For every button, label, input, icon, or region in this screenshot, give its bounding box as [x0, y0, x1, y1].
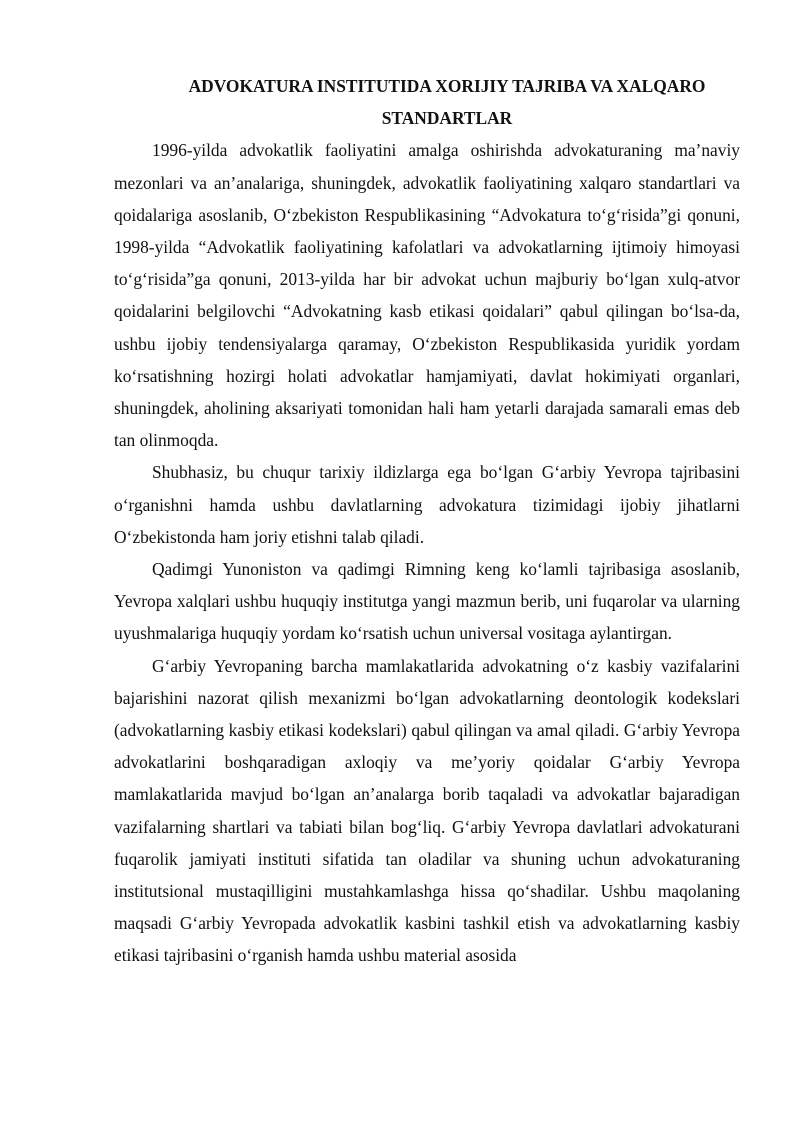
document-title: ADVOKATURA INSTITUTIDA XORIJIY TAJRIBA VA XALQARO STANDARTLAR [188, 76, 706, 129]
paragraph-4: G‘arbiy Yevropaning barcha mamlakatlarida advokatning o‘z kasbiy vazifalarini bajarishini nazorat qilish mexanizmi bo‘lgan advokatlarning deontologik kodekslari (advokatlarning kasbiy etikasi kodekslari) qabul qilingan va amal qiladi. G‘arbiy Yevropa advokatlarini boshqaradigan axloqiy va me’yoriy qoidalar G‘arbiy Yevropa mamlakatlarida mavjud bo‘lgan an’analarga borib taqaladi va advokatlar bajaradigan vazifalarning shartlari va tabiati bilan bog‘liq. G‘arbiy Yevropa davlatlari advokaturani fuqarolik jamiyati instituti sifatida tan oladilar va shuning uchun advokaturaning institutsional mustaqilligini mustahkamlashga hissa qo‘shadilar. Ushbu maqolaning maqsadi G‘arbiy Yevropada advokatlik kasbini tashkil etish va advokatlarning kasbiy etikasi tajribasini o‘rganish hamda ushbu material asosida [114, 655, 740, 966]
paragraph-3: Qadimgi Yunoniston va qadimgi Rimning keng ko‘lamli tajribasiga asoslanib, Yevropa xalqlari ushbu huquqiy institutga yangi mazmun berib, uni fuqarolar va ularning uyushmalariga huquqiy yordam ko‘rsatish uchun universal vositaga aylantirgan. [114, 559, 740, 644]
paragraph-2: Shubhasiz, bu chuqur tarixiy ildizlarga ega bo‘lgan G‘arbiy Yevropa tajribasini o‘rganishni hamda ushbu davlatlarning advokatura tizimidagi ijobiy jihatlarni O‘zbekistonda ham joriy etishni talab qiladi. [114, 462, 740, 547]
document-body [114, 70, 740, 972]
paragraph-1: 1996-yilda advokatlik faoliyatini amalga oshirishda advokaturaning ma’naviy mezonlari va an’analariga, shuningdek, advokatlik faoliyatining xalqaro standartlari va qoidalariga asoslanib, O‘zbekiston Respublikasining “Advokatura to‘g‘risida”gi qonuni, 1998-yilda “Advokatlik faoliyatining kafolatlari va advokatlarning ijtimoiy himoyasi to‘g‘risida”ga qonuni, 2013-yilda har bir advokat uchun majburiy bo‘lgan xulq-atvor qoidalarini belgilovchi “Advokatning kasb etikasi qoidalari” qabul qilingan bo‘lsa-da, ushbu ijobiy tendensiyalarga qaramay, O‘zbekiston Respublikasida yuridik yordam ko‘rsatishning hozirgi holati advokatlar hamjamiyati, davlat hokimiyati organlari, shuningdek, aholining aksariyati tomonidan hali ham yetarli darajada samarali emas deb tan olinmoqda. [114, 140, 740, 451]
